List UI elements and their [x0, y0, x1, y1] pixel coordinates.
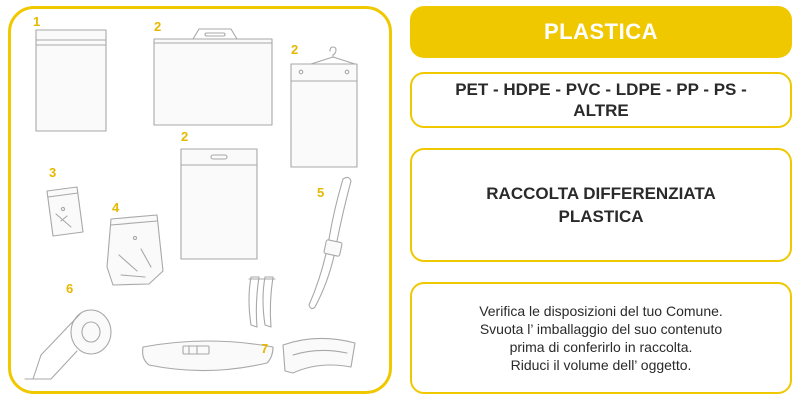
material-codes-box — [410, 72, 792, 128]
item-number-2c: 2 — [181, 129, 189, 144]
item-number-3: 3 — [49, 165, 57, 180]
instructions-text — [479, 302, 723, 374]
instruction-line: Riduci il volume dell’ oggetto. — [510, 357, 692, 373]
euroslot-bag-icon — [181, 149, 257, 259]
item-number-1: 1 — [33, 14, 41, 29]
hanger-bag-icon — [291, 47, 357, 167]
instructions-box — [410, 282, 792, 394]
item-number-4: 4 — [112, 200, 120, 215]
instruction-line: Verifica le disposizioni del tuo Comune. — [479, 303, 723, 319]
cable-clips-icon — [249, 277, 275, 327]
item-number-2b: 2 — [291, 42, 299, 57]
curved-tray-icon — [283, 338, 355, 373]
header-bag-icon — [154, 29, 272, 125]
item-number-7: 7 — [261, 341, 269, 356]
plastic-items-illustration — [11, 9, 392, 394]
category-title: PLASTICA — [410, 6, 792, 58]
small-bag-icon — [47, 187, 83, 236]
instruction-line: Svuota l’ imballaggio del suo contenuto — [479, 321, 723, 337]
item-number-6: 6 — [66, 281, 74, 296]
collection-type-box — [410, 148, 792, 262]
strap-clip-icon — [309, 177, 351, 308]
crumpled-bag-icon — [107, 215, 163, 285]
instruction-line: prima di conferirlo in raccolta. — [509, 339, 693, 355]
item-number-5: 5 — [317, 185, 325, 200]
tape-roll-icon — [25, 310, 111, 379]
zip-bag-icon — [36, 30, 106, 131]
items-illustration-panel — [8, 6, 392, 394]
band-strap-icon — [143, 341, 273, 371]
material-codes-text: PET - HDPE - PVC - LDPE - PP - PS - ALTRE — [455, 80, 747, 120]
item-number-2a: 2 — [154, 19, 162, 34]
collection-type-text: RACCOLTA DIFFERENZIATA PLASTICA — [486, 184, 716, 226]
